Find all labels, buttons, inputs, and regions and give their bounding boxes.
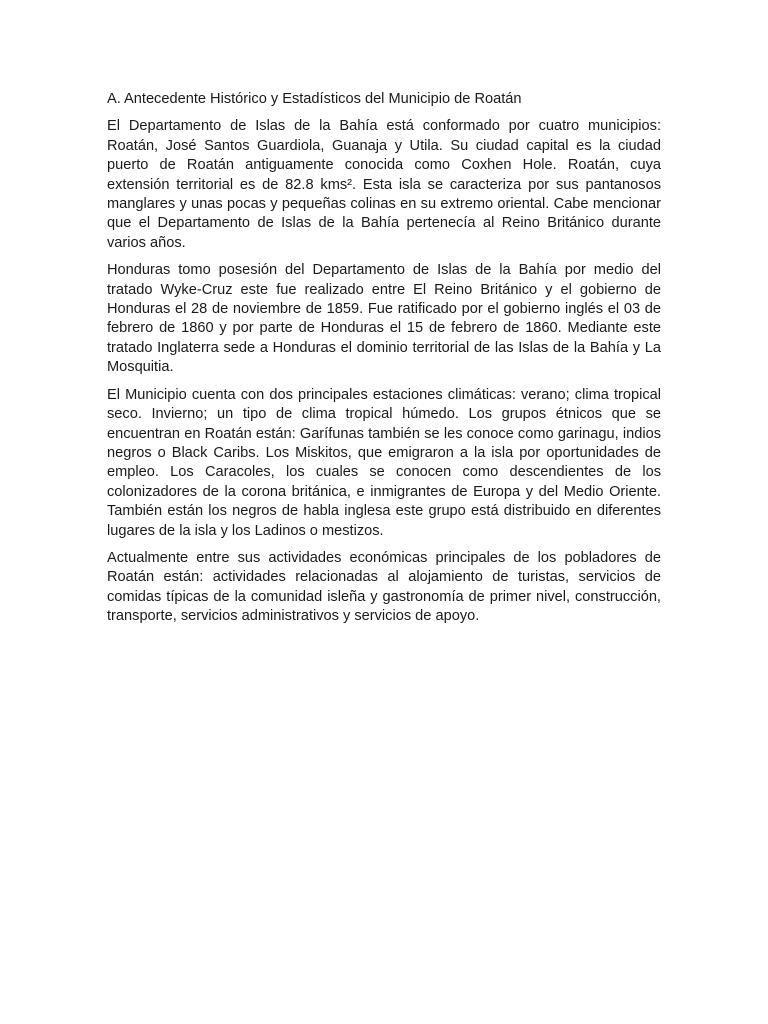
- paragraph-1: El Departamento de Islas de la Bahía está conformado por cuatro municipios: Roatán, José Santos Guardiola, Guanaja y Utila. Su ciudad capital es la ciudad puerto de Roatán antiguamente conocida como Coxhen Hole. Roatán, cuya extensión territorial es de 82.8 kms². Esta isla se caracteriza por sus pantanosos manglares y unas pocas y pequeñas colinas en su extremo oriental. Cabe mencionar que el Departamento de Islas de la Bahía pertenecía al Reino Británico durante varios años.: [107, 118, 661, 251]
- paragraph-3: El Municipio cuenta con dos principales estaciones climáticas: verano; clima tropical seco. Invierno; un tipo de clima tropical húmedo. Los grupos étnicos que se encuentran en Roatán están: Garífunas también se les conoce como garinagu, indios negros o Black Caribs. Los Miskitos, que emigraron a la isla por oportunidades de empleo. Los Caracoles, los cuales se conocen como descendientes de los colonizadores de la corona británica, e inmigrantes de Europa y del Medio Oriente. También están los negros de habla inglesa este grupo está distribuido en diferentes lugares de la isla y los Ladinos o mestizos.: [107, 386, 661, 539]
- paragraph-2: Honduras tomo posesión del Departamento de Islas de la Bahía por medio del tratado Wyke-Cruz este fue realizado entre El Reino Británico y el gobierno de Honduras el 28 de noviembre de 1859. Fue ratificado por el gobierno inglés el 03 de febrero de 1860 y por parte de Honduras el 15 de febrero de 1860. Mediante este tratado Inglaterra sede a Honduras el dominio territorial de las Islas de la Bahía y La Mosquitia.: [107, 262, 661, 376]
- paragraph-4: Actualmente entre sus actividades económicas principales de los pobladores de Roatán están: actividades relacionadas al alojamiento de turistas, servicios de comidas típicas de la comunidad isleña y gastronomía de primer nivel, construcción, transporte, servicios administrativos y servicios de apoyo.: [107, 549, 661, 625]
- section-heading: A. Antecedente Histórico y Estadísticos del Municipio de Roatán: [107, 91, 522, 107]
- document-body: [107, 90, 661, 635]
